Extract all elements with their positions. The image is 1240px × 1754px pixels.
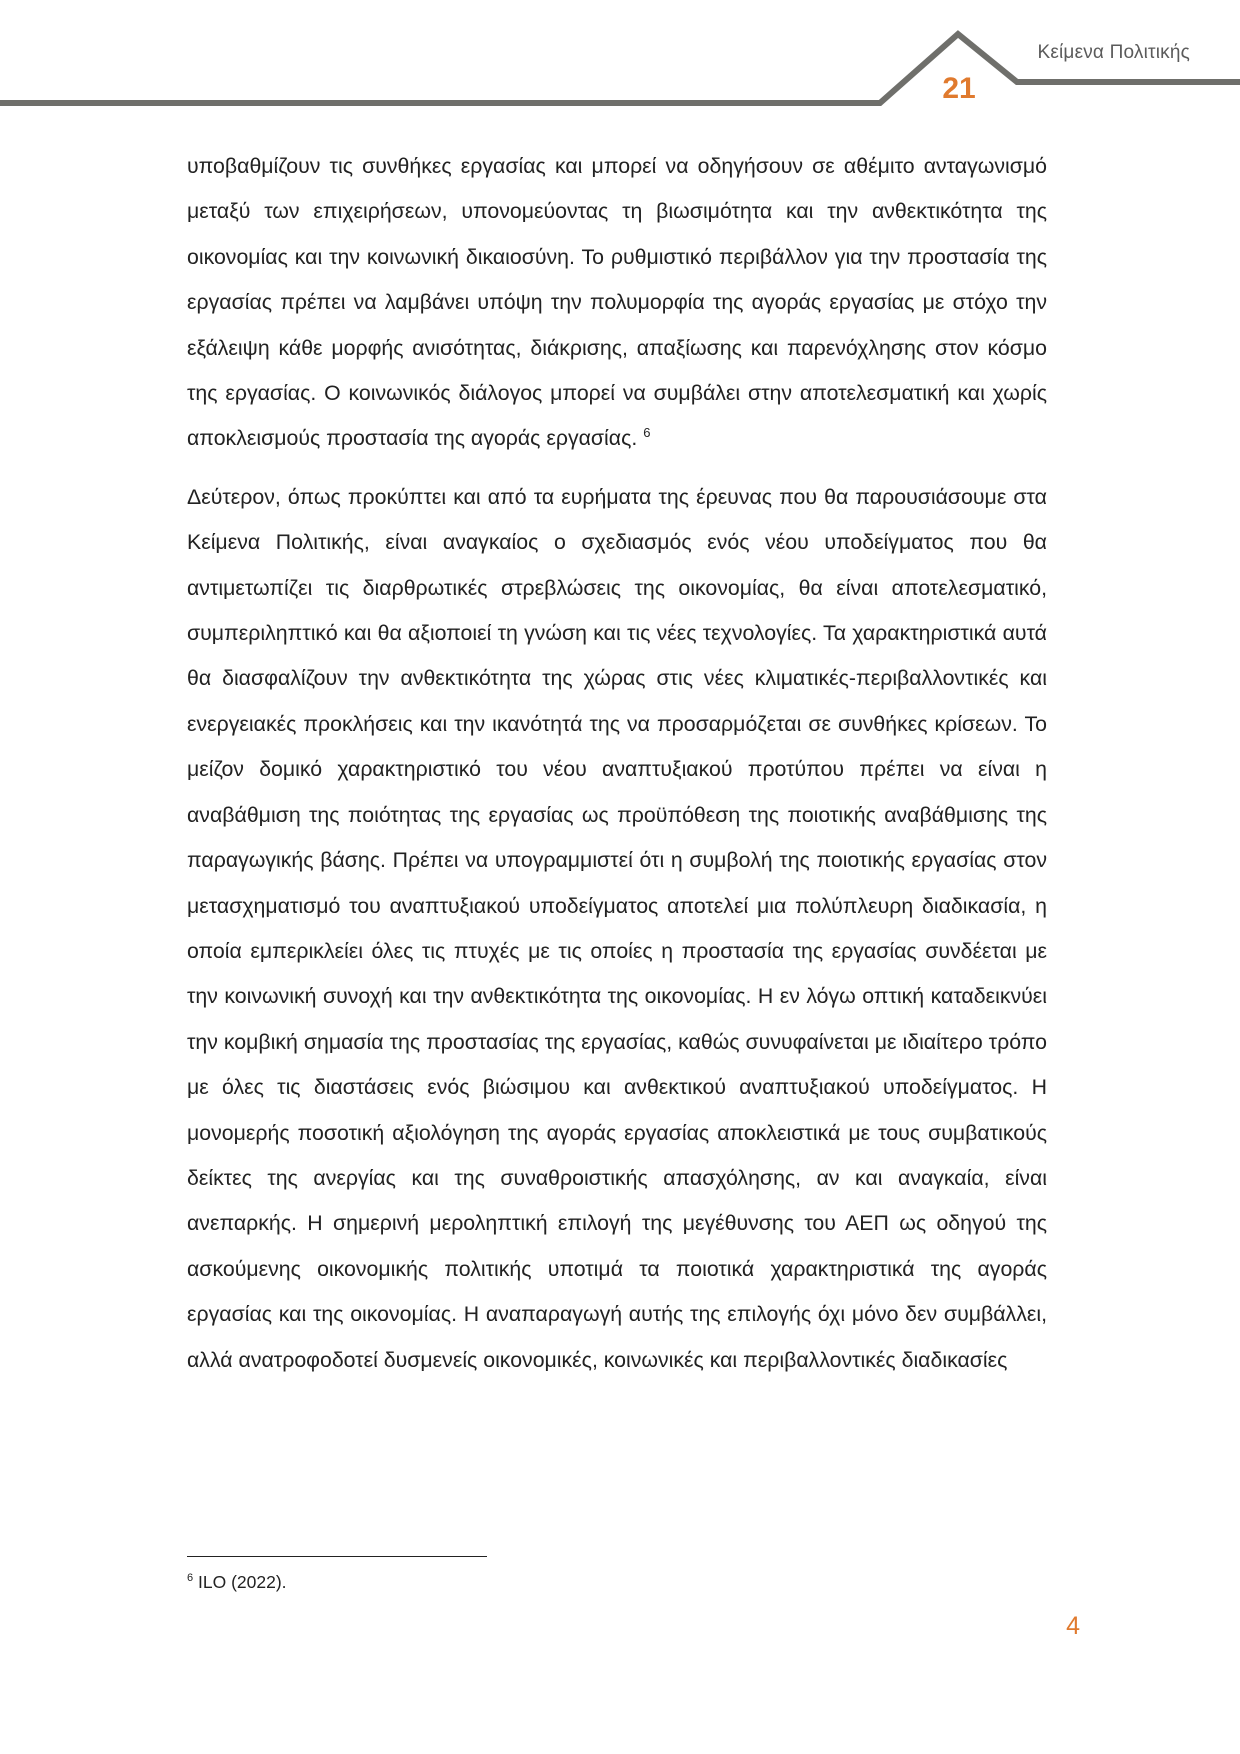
issue-number: 21 xyxy=(942,72,976,105)
paragraph-2-text: Δεύτερον, όπως προκύπτει και από τα ευρήματα της έρευνας που θα παρουσιάσουμε στα Κείμενα Πολιτικής, είναι αναγκαίος ο σχεδιασμός ενός νέου υποδείγματος που θα αντιμετωπίζει τις διαρθρωτικές στρεβλώσεις της οικονομίας, θα είναι αποτελεσματικό, συμπεριληπτικό και θα αξιοποιεί τη γνώση και τις νέες τεχνολογίες. Τα χαρακτηριστικά αυτά θα διασφαλίζουν την ανθεκτικότητα της χώρας στις νέες κλιματικές-περιβαλλοντικές και ενεργειακές προκλήσεις και την ικανότητά της να προσαρμόζεται σε συνθήκες κρίσεων. Το μείζον δομικό χαρακτηριστικό του νέου αναπτυξιακού προτύπου πρέπει να είναι η αναβάθμιση της ποιότητας της εργασίας ως προϋπόθεση της ποιοτικής αναβάθμισης της παραγωγικής βάσης. Πρέπει να υπογραμμιστεί ότι η συμβολή της ποιοτικής εργασίας στον μετασχηματισμό του αναπτυξιακού υποδείγματος αποτελεί μια πολύπλευρη διαδικασία, η οποία εμπερικλείει όλες τις πτυχές με τις οποίες η προστασία της εργασίας συνδέεται με την κοινωνική συνοχή και την ανθεκτικότητα της οικονομίας. Η εν λόγω οπτική καταδεικνύει την κομβική σημασία της προστασίας της εργασίας, καθώς συνυφαίνεται με ιδιαίτερο τρόπο με όλες τις διαστάσεις ενός βιώσιμου και ανθεκτικού αναπτυξιακού υποδείγματος. Η μονομερής ποσοτική αξιολόγηση της αγοράς εργασίας αποκλειστικά με τους συμβατικούς δείκτες της ανεργίας και της συναθροιστικής απασχόλησης, αν και αναγκαία, είναι ανεπαρκής. Η σημερινή μεροληπτική επιλογή της μεγέθυνσης του ΑΕΠ ως οδηγού της ασκούμενης οικονομικής πολιτικής υποτιμά τα ποιοτικά χαρακτηριστικά της αγοράς εργασίας και της οικονομίας. Η αναπαραγωγή αυτής της επιλογής όχι μόνο δεν συμβάλλει, αλλά ανατροφοδοτεί δυσμενείς οικονομικές, κοινωνικές και περιβαλλοντικές διαδικασίες xyxy=(187,484,1047,1372)
body-text xyxy=(187,144,1047,1383)
footnote-number: 6 xyxy=(187,1572,194,1585)
paragraph-1-text: υποβαθμίζουν τις συνθήκες εργασίας και μπορεί να οδηγήσουν σε αθέμιτο ανταγωνισμό μεταξύ των επιχειρήσεων, υπονομεύοντας τη βιωσιμότητα και την ανθεκτικότητα της οικονομίας και την κοινωνική δικαιοσύνη. Το ρυθμιστικό περιβάλλον για την προστασία της εργασίας πρέπει να λαμβάνει υπόψη την πολυμορφία της αγοράς εργασίας με στόχο την εξάλειψη κάθε μορφής ανισότητας, διάκρισης, απαξίωσης και παρενόχλησης στον κόσμο της εργασίας. Ο κοινωνικός διάλογος μπορεί να συμβάλει στην αποτελεσματική και χωρίς αποκλεισμούς προστασία της αγοράς εργασίας. xyxy=(187,154,1047,451)
footnote-text: ILO (2022). xyxy=(198,1572,287,1592)
footnote-separator xyxy=(187,1556,487,1557)
series-title: Κείμενα Πολιτικής xyxy=(1037,42,1190,63)
paragraph-1 xyxy=(187,144,1047,462)
footnote-reference[interactable]: 6 xyxy=(643,425,651,441)
paragraph-2 xyxy=(187,475,1047,1383)
footnote xyxy=(187,1572,287,1593)
page-number: 4 xyxy=(1066,1612,1080,1640)
